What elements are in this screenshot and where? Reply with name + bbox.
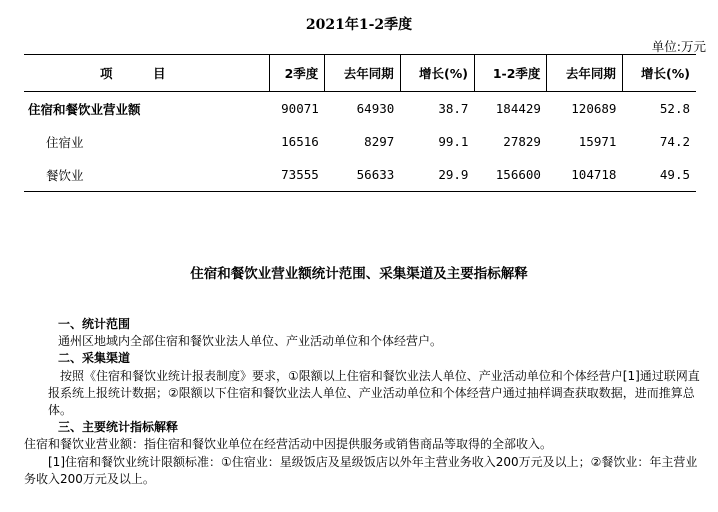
- table-header-row: [24, 55, 696, 92]
- header-h1-growth: 增长(%): [622, 55, 696, 92]
- notes-body: [24, 316, 700, 488]
- cell-value: 38.7: [438, 101, 469, 116]
- row-label: 住宿业: [46, 134, 84, 150]
- indicator-title: 三、主要统计指标解释: [58, 420, 179, 435]
- cell-value: 64930: [356, 101, 395, 116]
- statistics-table: [24, 54, 696, 192]
- cell-value: 56633: [325, 158, 400, 192]
- cell-value: 156600: [474, 158, 546, 192]
- row-label: 餐饮业: [24, 158, 270, 192]
- header-q2-last-year: 去年同期: [325, 55, 400, 92]
- channel-text: 按照《住宿和餐饮业统计报表制度》要求，①限额以上住宿和餐饮业法人单位、产业活动单位和个体经营户[1]通过联网直报系统上报统计数据；②限额以下住宿和餐饮业法人单位、产业活动单位和个体经营户通过抽样调查获取数据，进而推算总体。: [48, 368, 700, 418]
- cell-value: 104718: [547, 158, 622, 192]
- report-title: 2021年1-2季度: [305, 17, 413, 33]
- table-row: [24, 158, 696, 192]
- indicator-text: 住宿和餐饮业营业额：指住宿和餐饮业单位在经营活动中因提供服务或销售商品等取得的全部收入。: [24, 437, 553, 452]
- cell-value: 29.9: [400, 158, 474, 192]
- cell-value: 49.5: [622, 158, 696, 192]
- scope-title: 一、统计范围: [58, 317, 131, 331]
- table-row: [24, 92, 696, 126]
- cell-value: 16516: [281, 134, 319, 149]
- scope-text: 通州区地域内全部住宿和餐饮业法人单位、产业活动单位和个体经营户。: [58, 334, 443, 349]
- unit-label: 单位:万元: [651, 39, 706, 54]
- header-q2-growth: 增长(%): [400, 55, 474, 92]
- cell-value: 8297: [364, 134, 395, 149]
- header-h1-last-year: 去年同期: [547, 55, 622, 92]
- footnote-text: [1]住宿和餐饮业统计限额标准：①住宿业：星级饭店及星级饭店以外年主营业务收入200万元及以上；②餐饮业：年主营业务收入200万元及以上。: [24, 454, 698, 486]
- notes-heading: 住宿和餐饮业营业额统计范围、采集渠道及主要指标解释: [190, 266, 528, 282]
- cell-value: 120689: [571, 101, 617, 116]
- header-h1: 1-2季度: [474, 55, 546, 92]
- cell-value: 99.1: [438, 134, 469, 149]
- header-q2: 2季度: [270, 55, 325, 92]
- row-label: 住宿和餐饮业营业额: [28, 101, 141, 117]
- cell-value: 27829: [503, 134, 541, 149]
- cell-value: 15971: [578, 134, 617, 149]
- cell-value: 184429: [495, 101, 541, 116]
- cell-value: 52.8: [659, 101, 690, 116]
- cell-value: 90071: [281, 101, 319, 116]
- table-row: [24, 125, 696, 158]
- cell-value: 73555: [270, 158, 325, 192]
- channel-title: 二、采集渠道: [58, 351, 131, 366]
- cell-value: 74.2: [659, 134, 690, 149]
- header-item: 项 目: [24, 55, 270, 92]
